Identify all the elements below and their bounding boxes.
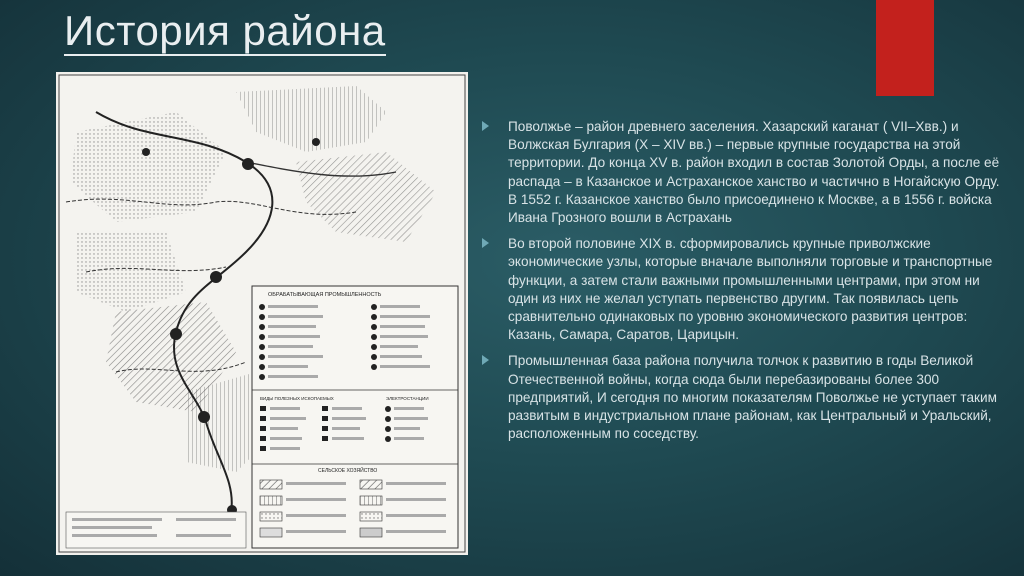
legend-heading-minerals: ВИДЫ ПОЛЕЗНЫХ ИСКОПАЕМЫХ [260, 396, 334, 401]
map-sub-legend [66, 512, 246, 548]
bullet-list [480, 118, 1000, 451]
bullet-arrow-icon [482, 121, 489, 131]
bullet-text: Промышленная база района получила толчок к развитию в годы Великой Отечественной войны, когда сюда были перебазированы более 300 предприятий, И сегодня по многим показателям Поволжье не уступает таким развитым в индустриальном плане районам, как Центральный и Уральский, расположенным по соседству. [508, 353, 997, 442]
accent-bar [876, 0, 934, 96]
city-marker [198, 411, 210, 423]
legend-heading-agriculture: СЕЛЬСКОЕ ХОЗЯЙСТВО [318, 468, 378, 474]
bullet-arrow-icon [482, 238, 489, 248]
city-marker [170, 328, 182, 340]
bullet-arrow-icon [482, 355, 489, 365]
legend-heading-power: ЭЛЕКТРОСТАНЦИИ [386, 396, 429, 401]
map-drawing [56, 72, 468, 555]
region-map-image [56, 72, 468, 555]
bullet-text: Во второй половине XIX в. сформировались крупные приволжские экономические узлы, которые вначале выполняли торговые и транспортные функции, а затем стали важными промышленными центрами, при этом ни один из них не желал уступать первенство другим. Так появилась цепь сравнительно одинаковых по уровню экономического развития центров: Казань, Самара, Саратов, Царицын. [508, 236, 993, 343]
city-marker [142, 148, 150, 156]
city-marker [210, 271, 222, 283]
legend-heading-industry: ОБРАБАТЫВАЮЩАЯ ПРОМЫШЛЕННОСТЬ [268, 292, 382, 298]
bullet-item [480, 352, 1000, 443]
slide-title: История района [64, 7, 386, 54]
bullet-item [480, 235, 1000, 344]
bullet-item [480, 118, 1000, 227]
city-marker [312, 138, 320, 146]
bullet-text: Поволжье – район древнего заселения. Хазарский каганат ( VII–Xвв.) и Волжская Булгария (X – XIV вв.) – первые крупные государства на этой территории. До конца XV в. район входил в состав Золотой Орды, а после её распада – в Казанское и Астраханское ханство и частично в Ногайскую Орду. В 1552 г. Казанское ханство было присоединено к Москве, а в 1556 г. войска Ивана Грозного вошли в Астрахань [508, 119, 1000, 226]
city-marker [242, 158, 254, 170]
